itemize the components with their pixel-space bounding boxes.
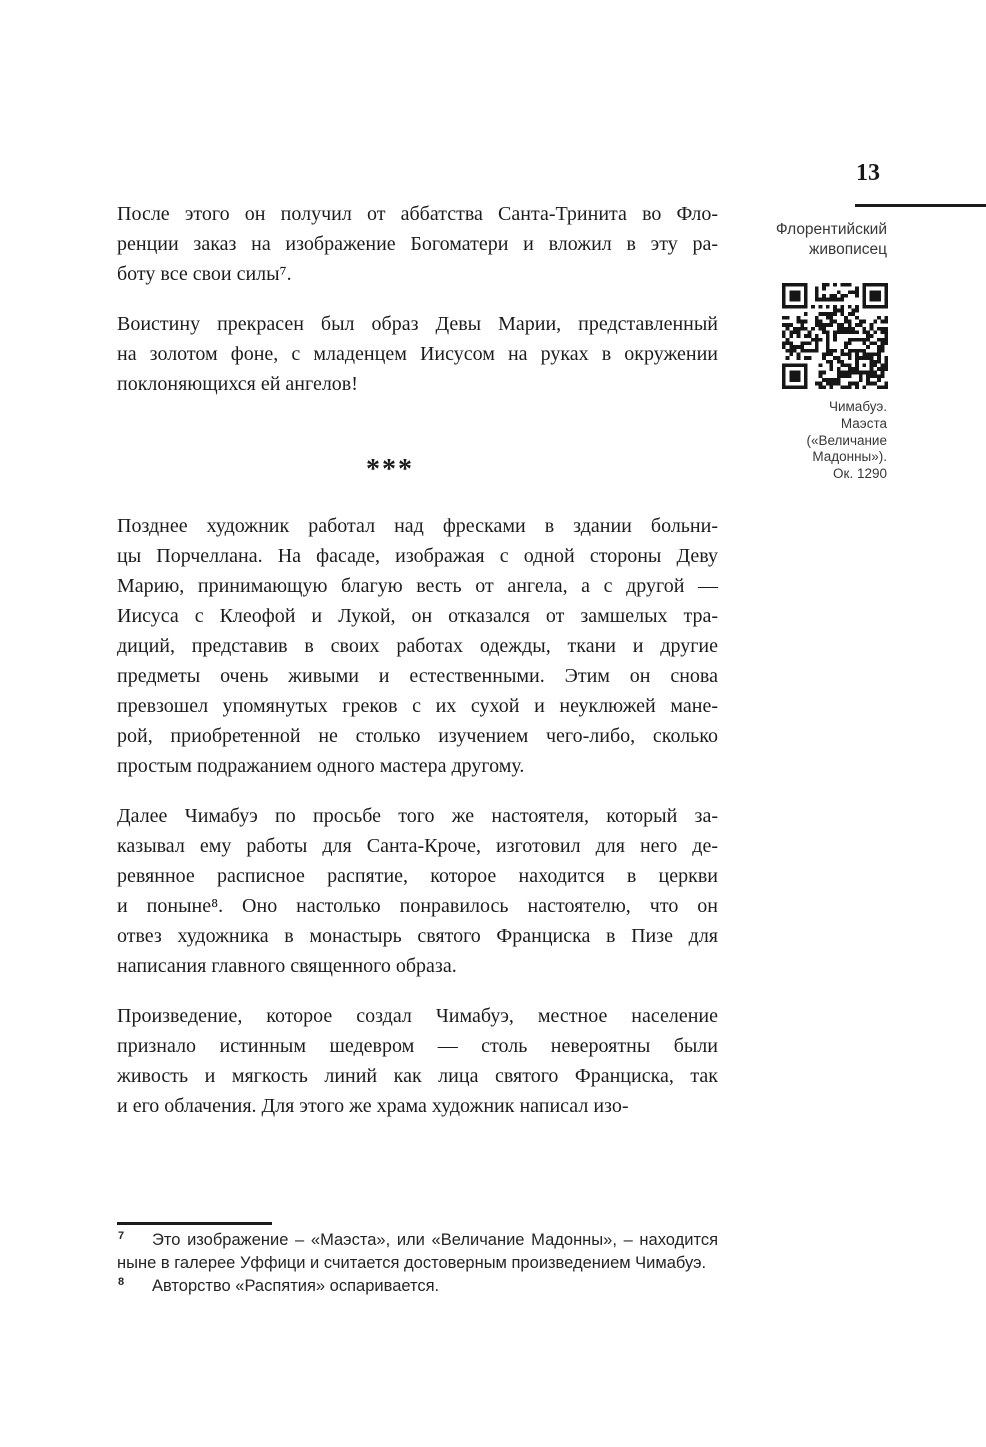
footnote-line: Это изображение – «Маэста», или «Величание Мадонны», – находится <box>152 1231 718 1249</box>
footnote <box>117 1275 718 1298</box>
text-line: живость и мягкость линий как лица святого Франциска, так <box>117 1065 718 1087</box>
footnote-divider <box>117 1222 272 1225</box>
text-line: цы Порчеллана. На фасаде, изображая с одной стороны Деву <box>117 545 718 567</box>
text-line: признало истинным шедевром — столь невероятны были <box>117 1035 718 1057</box>
text-line: предметы очень живыми и естественными. Этим он снова <box>117 665 718 687</box>
text-line: ревянное расписное распятие, которое находится в церкви <box>117 865 718 887</box>
text-line: и его облачения. Для этого же храма художник написал изо- <box>117 1095 629 1117</box>
text-line: Произведение, которое создал Чимабуэ, местное население <box>117 1005 718 1027</box>
margin-note-line: Флорентийский <box>775 221 887 238</box>
footnote-line: Авторство «Распятия» оспаривается. <box>152 1277 440 1295</box>
paragraph <box>117 801 718 981</box>
text-line: рой, приобретенной не столько изучением чего-либо, сколько <box>117 725 718 747</box>
illustration-caption <box>756 399 887 483</box>
caption-line: Чимабуэ. <box>828 399 887 414</box>
text-line: на золотом фоне, с младенцем Иисусом на руках в окружении <box>117 343 718 365</box>
text-line: и поныне⁸. Оно настолько понравилось настоятелю, что он <box>117 895 718 917</box>
header-rule <box>855 204 986 207</box>
caption-line: Ок. 1290 <box>833 466 887 482</box>
margin-note <box>740 220 887 260</box>
text-line: Далее Чимабуэ по просьбе того же настоятеля, который за- <box>117 805 718 827</box>
footnote <box>117 1229 718 1274</box>
paragraph <box>117 309 718 399</box>
section-separator: *** <box>366 454 414 485</box>
caption-line: Мадонны»). <box>812 449 887 465</box>
text-line: Иисуса с Клеофой и Лукой, он отказался от замшелых тра- <box>117 605 718 627</box>
footnote-line: ныне в галерее Уффици и считается достоверным произведением Чимабуэ. <box>117 1253 707 1272</box>
paragraph <box>117 511 718 781</box>
text-line: После этого он получил от аббатства Санта-Тринита во Фло- <box>117 203 718 225</box>
qr-code-icon <box>782 283 888 389</box>
text-line: Марию, принимающую благую весть от ангела, а с другой — <box>117 575 718 597</box>
text-line: отвез художника в монастырь святого Франциска в Пизе для <box>117 925 718 947</box>
text-line: простым подражанием одного мастера другому. <box>117 755 525 777</box>
footnote-text <box>117 1275 718 1298</box>
text-line: поклоняющихся ей ангелов! <box>117 373 358 395</box>
text-line: казывал ему работы для Санта-Кроче, изготовил для него де- <box>117 835 718 857</box>
footnote-marker: 8 <box>118 1276 125 1288</box>
text-line: ренции заказ на изображение Богоматери и вложил в эту ра- <box>117 233 718 255</box>
caption-line: («Величание <box>806 432 887 448</box>
text-line: превзошел упомянутых греков с их сухой и неуклюжей мане- <box>117 695 718 717</box>
text-line: Позднее художник работал над фресками в здании больни- <box>117 515 718 537</box>
text-line: Воистину прекрасен был образ Девы Марии, представленный <box>117 313 718 335</box>
text-line: диций, представив в своих работах одежды, ткани и другие <box>117 635 718 657</box>
paragraph <box>117 199 718 289</box>
footnote-text <box>117 1229 718 1274</box>
text-line: написания главного священного образа. <box>117 955 457 977</box>
paragraph <box>117 1001 718 1121</box>
text-line: боту все свои силы⁷. <box>117 263 292 285</box>
caption-line: Маэста <box>840 415 887 431</box>
footnote-marker: 7 <box>118 1230 125 1242</box>
margin-note-line: живописец <box>808 241 887 258</box>
page-number: 13 <box>856 160 880 186</box>
